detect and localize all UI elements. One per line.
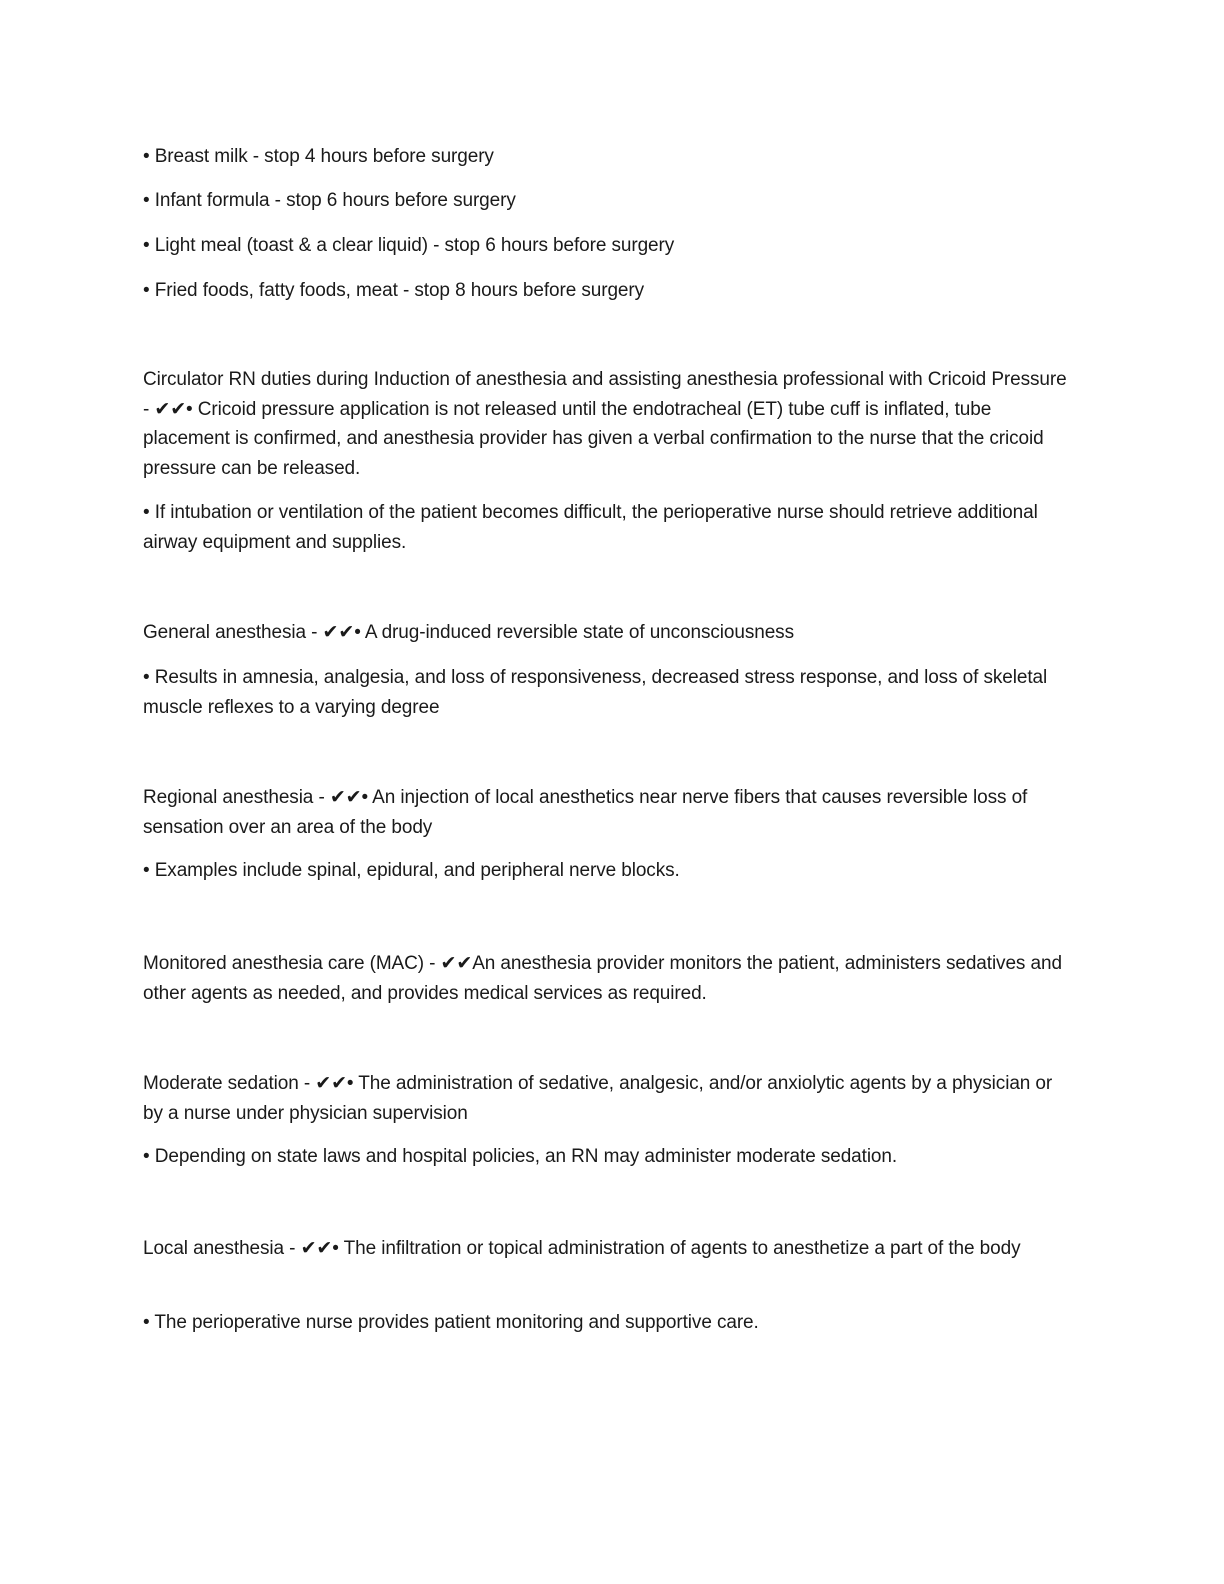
local-anesthesia-paragraph: Local anesthesia - ✔✔• The infiltration or topical administration of agents to anesthetize a part of the body: [143, 1238, 1021, 1259]
moderate-sedation-paragraph: Moderate sedation - ✔✔• The administration of sedative, analgesic, and/or anxiolytic agents by a physician or by a nurse under physician supervision: [143, 1073, 1053, 1124]
local-anesthesia-bullet: • The perioperative nurse provides patient monitoring and supportive care.: [143, 1312, 759, 1333]
general-anesthesia-paragraph: General anesthesia - ✔✔• A drug-induced reversible state of unconsciousness: [143, 622, 794, 643]
fasting-item-fried-foods: • Fried foods, fatty foods, meat - stop 8 hours before surgery: [143, 280, 645, 301]
fasting-item-light-meal: • Light meal (toast & a clear liquid) - stop 6 hours before surgery: [143, 235, 675, 256]
regional-anesthesia-bullet: • Examples include spinal, epidural, and peripheral nerve blocks.: [143, 860, 680, 881]
general-anesthesia-bullet: • Results in amnesia, analgesia, and loss of responsiveness, decreased stress response, and loss of skeletal muscle reflexes to a varying degree: [143, 667, 1048, 718]
circulator-bullet: • If intubation or ventilation of the patient becomes difficult, the perioperative nurse should retrieve additional airway equipment and supplies.: [143, 502, 1038, 553]
circulator-paragraph: Circulator RN duties during Induction of anesthesia and assisting anesthesia professional with Cricoid Pressure - ✔✔• Cricoid pressure application is not released until the endotracheal (ET) tube cuff is inflated, tube placement is confirmed, and anesthesia provider has given a verbal confirmation to the nurse that the cricoid pressure can be released.: [143, 369, 1067, 479]
moderate-sedation-bullet: • Depending on state laws and hospital policies, an RN may administer moderate sedation.: [143, 1146, 898, 1167]
fasting-item-breast-milk: • Breast milk - stop 4 hours before surgery: [143, 146, 494, 167]
mac-paragraph: Monitored anesthesia care (MAC) - ✔✔An anesthesia provider monitors the patient, administers sedatives and other agents as needed, and provides medical services as required.: [143, 953, 1062, 1004]
fasting-item-infant-formula: • Infant formula - stop 6 hours before surgery: [143, 190, 516, 211]
regional-anesthesia-paragraph: Regional anesthesia - ✔✔• An injection of local anesthetics near nerve fibers that causes reversible loss of sensation over an area of the body: [143, 787, 1028, 838]
